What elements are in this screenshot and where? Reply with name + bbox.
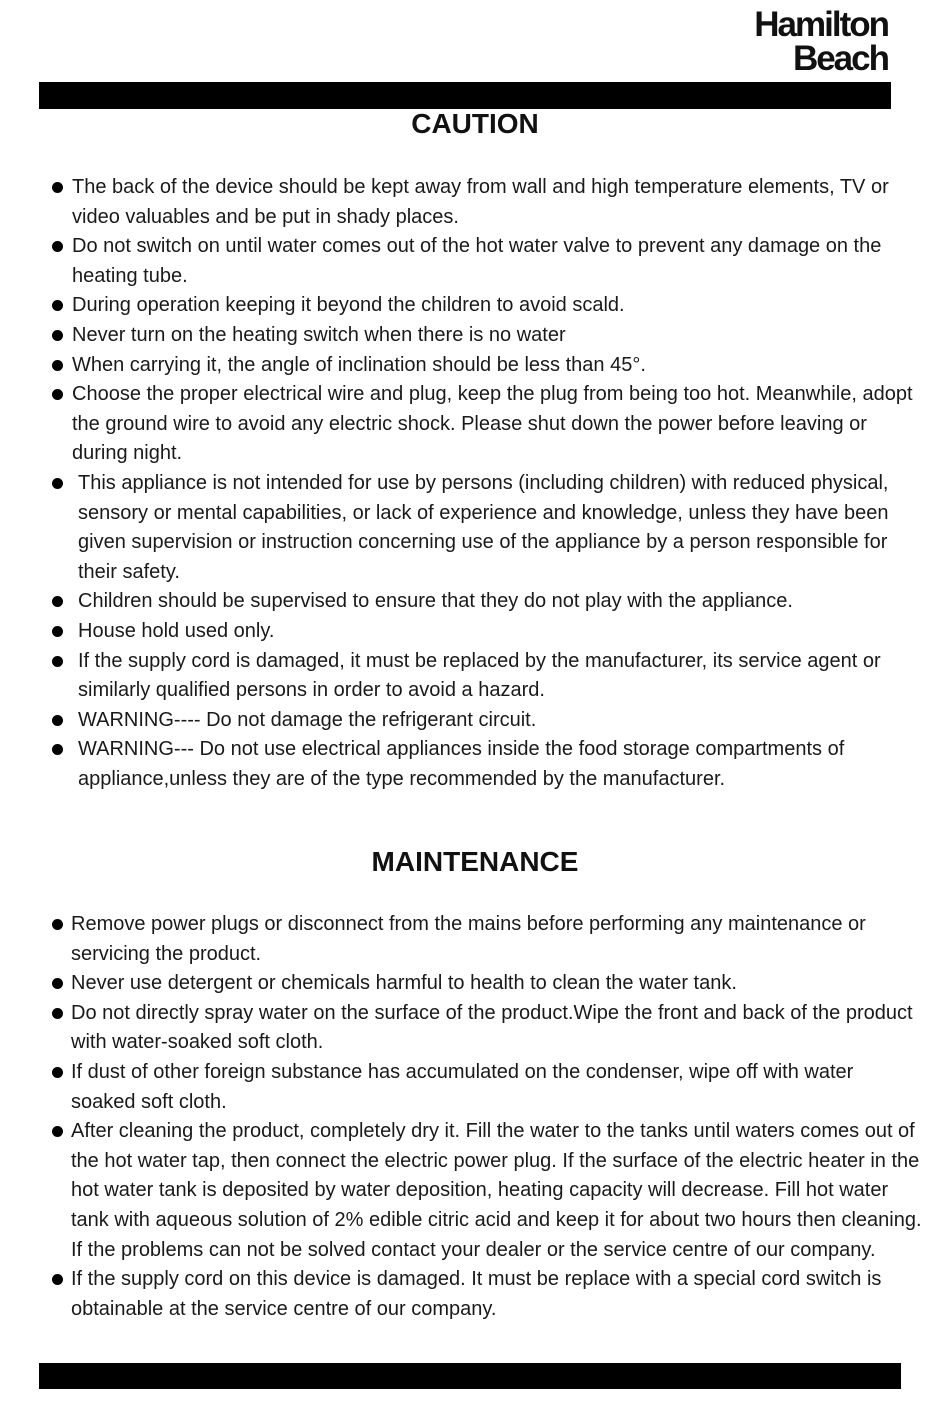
bullet-icon <box>52 182 63 193</box>
caution-item: Never turn on the heating switch when there is no water <box>52 321 922 351</box>
bullet-icon <box>52 360 63 371</box>
bullet-icon <box>52 1274 63 1285</box>
caution-item: Choose the proper electrical wire and plug, keep the plug from being too hot. Meanwhile, adopt the ground wire to avoid any electric shock. Please shut down the power before leaving or during night. <box>52 380 922 469</box>
caution-item: Children should be supervised to ensure that they do not play with the appliance. <box>52 587 922 617</box>
maintenance-item: Do not directly spray water on the surface of the product.Wipe the front and back of the product with water-soaked soft cloth. <box>52 999 922 1058</box>
caution-list <box>52 173 922 794</box>
caution-heading: CAUTION <box>411 108 539 139</box>
maintenance-heading: MAINTENANCE <box>371 846 579 877</box>
caution-item: WARNING---- Do not damage the refrigerant circuit. <box>52 706 922 736</box>
bullet-icon <box>52 1008 63 1019</box>
brand-logo-line2: Beach <box>792 39 888 78</box>
caution-item: House hold used only. <box>52 617 922 647</box>
maintenance-item: If the supply cord on this device is damaged. It must be replace with a special cord switch is obtainable at the service centre of our company. <box>52 1265 922 1324</box>
caution-item: Do not switch on until water comes out of the hot water valve to prevent any damage on the heating tube. <box>52 232 922 291</box>
caution-item: During operation keeping it beyond the children to avoid scald. <box>52 291 922 321</box>
bullet-icon <box>52 596 63 607</box>
bullet-icon <box>52 300 63 311</box>
bullet-icon <box>52 1067 63 1078</box>
bullet-icon <box>52 330 63 341</box>
caution-item: The back of the device should be kept away from wall and high temperature elements, TV or video valuables and be put in shady places. <box>52 173 922 232</box>
bullet-icon <box>52 241 63 252</box>
maintenance-item: After cleaning the product, completely dry it. Fill the water to the tanks until waters comes out of the hot water tap, then connect the electric power plug. If the surface of the electric heater in the hot water tank is deposited by water deposition, heating capacity will decrease. Fill hot water tank with aqueous solution of 2% edible citric acid and keep it for about two hours then cleaning. If the problems can not be solved contact your dealer or the service centre of our company. <box>52 1117 922 1265</box>
bullet-icon <box>52 744 63 755</box>
maintenance-list <box>52 910 922 1324</box>
maintenance-item: If dust of other foreign substance has accumulated on the condenser, wipe off with water soaked soft cloth. <box>52 1058 922 1117</box>
caution-item: WARNING--- Do not use electrical appliances inside the food storage compartments of appliance,unless they are of the type recommended by the manufacturer. <box>52 735 922 794</box>
brand-logo-line1: Hamilton <box>754 5 888 44</box>
bullet-icon <box>52 1126 63 1137</box>
caution-item: If the supply cord is damaged, it must be replaced by the manufacturer, its service agent or similarly qualified persons in order to avoid a hazard. <box>52 647 922 706</box>
bullet-icon <box>52 656 63 667</box>
bullet-icon <box>52 626 63 637</box>
top-divider-bar <box>39 82 891 109</box>
caution-item: This appliance is not intended for use by persons (including children) with reduced physical, sensory or mental capabilities, or lack of experience and knowledge, unless they have been given supervision or instruction concerning use of the appliance by a person responsible for their safety. <box>52 469 922 587</box>
bullet-icon <box>52 919 63 930</box>
bullet-icon <box>52 978 63 989</box>
brand-logo <box>754 5 888 78</box>
maintenance-item: Remove power plugs or disconnect from the mains before performing any maintenance or servicing the product. <box>52 910 922 969</box>
bottom-divider-bar <box>39 1363 901 1389</box>
maintenance-item: Never use detergent or chemicals harmful to health to clean the water tank. <box>52 969 922 999</box>
caution-item: When carrying it, the angle of inclination should be less than 45°. <box>52 351 922 381</box>
bullet-icon <box>52 715 63 726</box>
bullet-icon <box>52 389 63 400</box>
bullet-icon <box>52 478 63 489</box>
